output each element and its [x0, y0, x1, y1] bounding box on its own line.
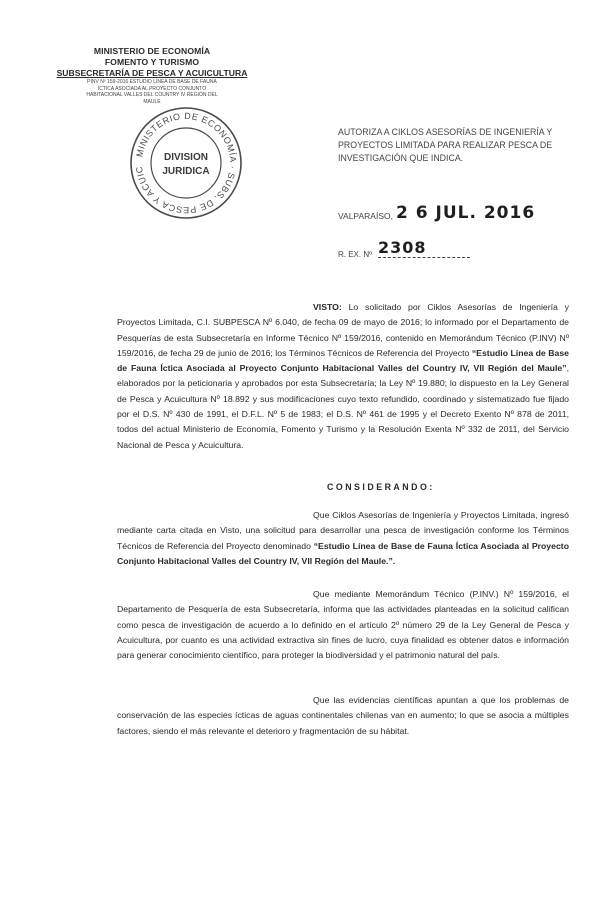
considerando-paragraph-3: [117, 693, 569, 739]
date-line: [338, 203, 568, 227]
resolution-subject: AUTORIZA A CIKLOS ASESORÍAS DE INGENIERÍA Y PROYECTOS LIMITADA PARA REALIZAR PESCA DE INVESTIGACIÓN QUE INDICA.: [338, 127, 553, 163]
stamped-date: 2 6 JUL. 2016: [396, 203, 536, 223]
date-place: VALPARAÍSO,: [338, 211, 393, 221]
visto-lead: VISTO:: [313, 302, 342, 312]
paragraph-text: Que las evidencias científicas apuntan a que los problemas de conservación de las especies ícticas de aguas continentales chilenas van en aumento; lo que se asocia a múltiples factores, siendo el más relevante el deterioro y fragmentación de su hábitat.: [117, 695, 569, 736]
considerando-paragraph-1: [117, 508, 569, 569]
visto-text: , elaborados por la peticionaria y aprobados por esta Subsecretaría; la Ley Nº 19.880; lo dispuesto en la Ley General de Pesca y Acuicultura Nº 18.892 y sus modificaciones cuyo texto refundido, coordinado y sistematizado fue fijado por el D.S. Nº 430 de 1991, el D.F.L. Nº 5 de 1983; el D.S. Nº 461 de 1995 y el Decreto Exento Nº 878 de 2011, todos del actual Ministerio de Economía, Fomento y Turismo y la Resolución Exenta Nº 332 de 2011, del Servicio Nacional de Pesca y Acuicultura.: [117, 363, 569, 450]
resolution-number: [338, 238, 568, 264]
paragraph-text: Que Ciklos Asesorías de Ingeniería y Proyectos Limitada, ingresó mediante carta citada en Visto, una solicitud para desarrollar una pesca de investigación conforme los Términos Técnicos de Referencia del Proyecto denominado: [117, 510, 569, 551]
paragraph-text: Que mediante Memorándum Técnico (P.INV.) Nº 159/2016, el Departamento de Pesquería de esta Subsecretaría, informa que las actividades planteadas en la solicitud califican como pesca de investigación de acuerdo a lo definido en el artículo 2º número 29 de la Ley General de Pesca y Acuicultura, por cuanto es una actividad extractiva sin fines de lucro, cuya finalidad es obtener datos e información para generar conocimiento científico, para proteger la biodiversidad y el patrimonio natural del país.: [117, 589, 569, 661]
stamp-center-text: DIVISION: [164, 152, 208, 163]
reference-line: PINV Nº 159-2016 ESTUDIO LÍNEA DE BASE DE FAUNA: [87, 79, 217, 85]
reference-line: HABITACIONAL VALLES DEL COUNTRY IV REGIÓN DEL: [86, 92, 218, 99]
subsecretaria-name: SUBSECRETARÍA DE PESCA Y ACUICULTURA: [56, 68, 248, 78]
visto-paragraph: [117, 300, 569, 453]
division-juridica-stamp: [126, 103, 246, 223]
stamp-ring-text: MINISTERIO DE ECONOMÍA · SUBS. DE PESCA Y ACUIC: [134, 110, 239, 216]
reference-line: ÍCTICA ASOCIADA AL PROYECTO CONJUNTO: [97, 85, 207, 92]
considerando-paragraph-2: [117, 587, 569, 663]
ministry-name: MINISTERIO DE ECONOMÍA: [93, 46, 211, 56]
project-title: “Estudio Línea de Base de Fauna Íctica Asociada al Proyecto Conjunto Habitacional Valles del Country IV, VII Región del Maule.”.: [117, 540, 569, 566]
visto-text: Lo solicitado por Ciklos Asesorías de Ingeniería y Proyectos Limitada, C.I. SUBPESCA Nº 6.040, de fecha 09 de mayo de 2016; lo informado por el Departamento de Pesquerías de esta Subsecretaría en Informe Técnico Nº 159/2016, contenido en Memorándum Técnico (P.INV) Nº 159/2016, de fecha 29 de junio de 2016; los Términos Técnicos de Referencia del Proyecto: [117, 302, 569, 358]
ministry-header: [52, 46, 252, 105]
reference-line: MAULE: [143, 98, 161, 105]
project-title: “Estudio Línea de Base de Fauna Íctica Asociada al Proyecto Conjunto Habitacional Valles del Country IV, VII Región del Maule”: [117, 347, 569, 374]
stamp-center-text: JURIDICA: [162, 166, 210, 177]
considerando-heading: CONSIDERANDO:: [327, 482, 435, 492]
resolution-label: R. EX. Nº: [338, 250, 373, 259]
resolution-underline: [378, 257, 470, 258]
ministry-name-line2: FOMENTO Y TURISMO: [104, 57, 200, 67]
resolution-number-value: 2308: [378, 238, 427, 257]
